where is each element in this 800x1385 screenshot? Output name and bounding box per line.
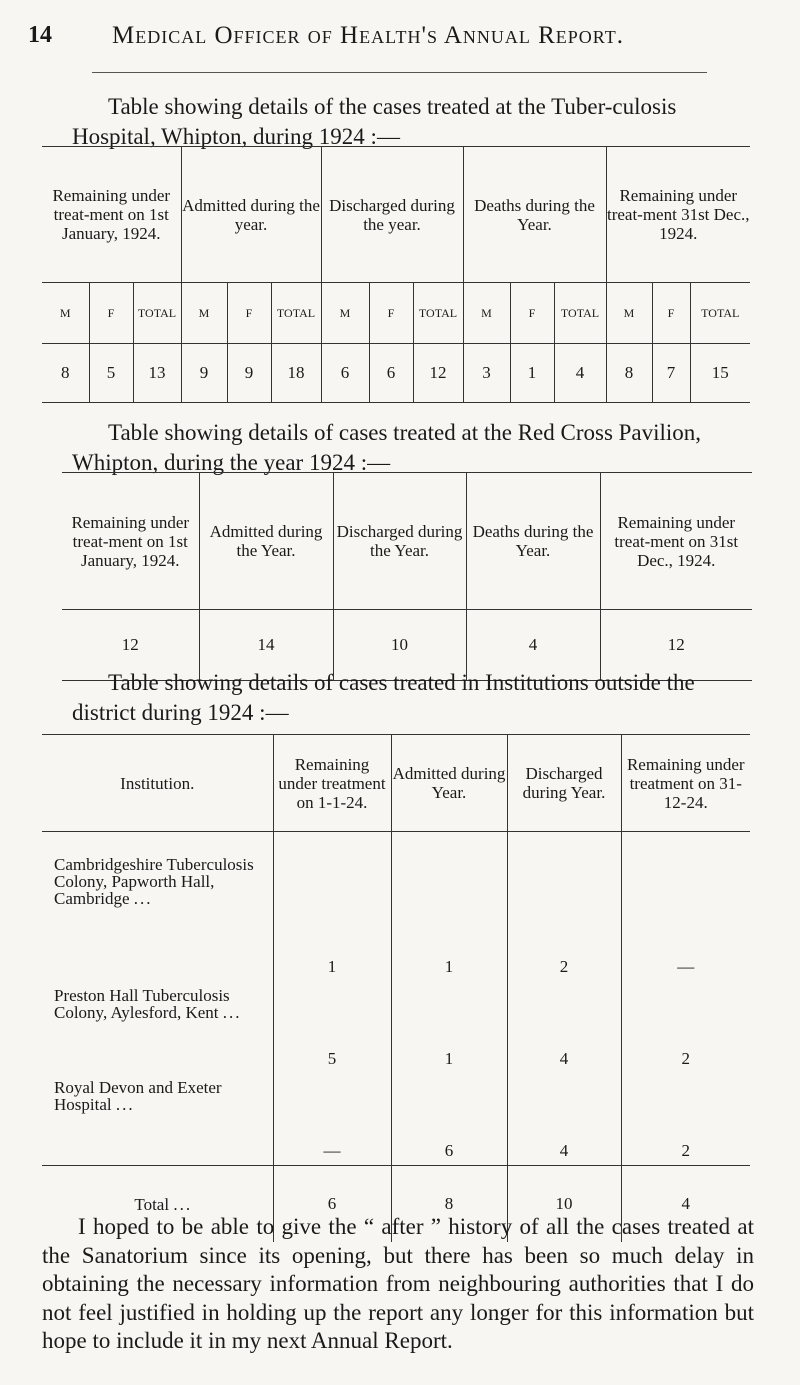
institution-name: Cambridgeshire Tuberculosis Colony, Papworth Hall, Cambridge ...: [42, 832, 273, 982]
value-cell: 4: [507, 1073, 621, 1166]
col-remaining-end: Remaining under treatment on 31-12-24.: [621, 735, 750, 832]
total-cell: 6: [273, 1166, 391, 1243]
institution-name: Royal Devon and Exeter Hospital ...: [42, 1073, 273, 1166]
col-discharged: Discharged during the Year.: [333, 473, 466, 610]
value-cell: 6: [321, 344, 369, 403]
sub-total: TOTAL: [133, 283, 181, 344]
value-cell: 1: [273, 832, 391, 982]
sub-m: M: [606, 283, 652, 344]
value-cell: 4: [507, 981, 621, 1073]
value-cell: 7: [652, 344, 690, 403]
col-admitted: Admitted during Year.: [391, 735, 507, 832]
col-remaining-end: Remaining under treat-ment 31st Dec., 1924.: [606, 147, 750, 283]
header-rule: [92, 72, 707, 73]
table1-caption: Table showing details of the cases treated at the Tuber-culosis Hospital, Whipton, during 1924 :—: [72, 94, 677, 149]
value-cell: 1: [391, 981, 507, 1073]
sub-m: M: [181, 283, 227, 344]
col-admitted: Admitted during the year.: [181, 147, 321, 283]
col-discharged: Discharged during the year.: [321, 147, 463, 283]
table-row: [42, 981, 750, 1073]
col-institution: Institution.: [42, 735, 273, 832]
sub-m: M: [463, 283, 510, 344]
col-deaths: Deaths during the Year.: [463, 147, 606, 283]
value-cell: 15: [711, 363, 729, 382]
table1-values-row: [42, 344, 750, 403]
col-deaths: Deaths during the Year.: [466, 473, 600, 610]
sub-m: M: [42, 283, 89, 344]
tuberculosis-hospital-table: [42, 146, 750, 403]
total-label: Total ...: [42, 1166, 273, 1243]
institution-name: Preston Hall Tuberculosis Colony, Aylesford, Kent ...: [42, 981, 273, 1073]
col-remaining-end: Remaining under treat-ment on 31st Dec., 1924.: [600, 473, 752, 610]
value-cell: —: [677, 957, 695, 976]
table-row: [42, 832, 750, 982]
value-cell: 4: [554, 344, 606, 403]
sub-f: F: [227, 283, 271, 344]
sub-total: TOTAL: [554, 283, 606, 344]
value-cell: 2: [507, 832, 621, 982]
col-remaining-start: Remaining under treatment on 1-1-24.: [273, 735, 391, 832]
value-cell: 9: [181, 344, 227, 403]
table-row: [42, 1073, 750, 1166]
sub-total: TOTAL: [271, 283, 321, 344]
running-header: [28, 22, 788, 52]
sub-f: F: [369, 283, 413, 344]
value-cell: 1: [391, 832, 507, 982]
sub-m: M: [321, 283, 369, 344]
value-cell: 5: [89, 344, 133, 403]
value-cell: 12: [413, 344, 463, 403]
running-title: Medical Officer of Health's Annual Report.: [112, 22, 624, 49]
value-cell: 1: [510, 344, 554, 403]
value-cell: 6: [391, 1073, 507, 1166]
outside-institutions-table: [42, 734, 750, 1242]
total-cell: 10: [507, 1166, 621, 1243]
closing-paragraph: I hoped to be able to give the “ after ” history of all the cases treated at the Sanatorium since its opening, but there has been so much delay in obtaining the necessary information from neighbouring authorities that I do not feel justified in holding up the report any longer for this information but hope to include it in my next Annual Report.: [42, 1214, 754, 1353]
value-cell: 13: [133, 344, 181, 403]
col-remaining-start: Remaining under treat-ment on 1st January, 1924.: [42, 147, 181, 283]
table3-header-row: [42, 735, 750, 832]
value-cell: 14: [199, 610, 333, 681]
value-cell: 8: [606, 344, 652, 403]
col-admitted: Admitted during the Year.: [199, 473, 333, 610]
value-cell: 10: [333, 610, 466, 681]
value-cell: 2: [681, 1141, 690, 1160]
sub-f: F: [652, 283, 690, 344]
table2-caption: Table showing details of cases treated at the Red Cross Pavilion, Whipton, during the year 1924 :—: [72, 420, 702, 475]
sub-f: F: [89, 283, 133, 344]
sub-total: TOTAL: [690, 283, 750, 344]
value-cell: 12: [62, 610, 199, 681]
value-cell: 2: [681, 1049, 690, 1068]
col-remaining-start: Remaining under treat-ment on 1st January, 1924.: [62, 473, 199, 610]
red-cross-pavilion-table: [62, 472, 752, 681]
sub-total: TOTAL: [413, 283, 463, 344]
value-cell: 5: [273, 981, 391, 1073]
table1-subheader-row: [42, 283, 750, 344]
value-cell: 6: [369, 344, 413, 403]
table3-caption: Table showing details of cases treated in Institutions outside the district during 1924 :—: [72, 670, 695, 725]
value-cell: 9: [227, 344, 271, 403]
value-cell: 12: [667, 635, 685, 654]
value-cell: 3: [463, 344, 510, 403]
table2-header-row: [62, 473, 752, 610]
col-discharged: Discharged during Year.: [507, 735, 621, 832]
page-number: 14: [28, 22, 52, 48]
value-cell: 8: [42, 344, 89, 403]
value-cell: —: [273, 1073, 391, 1166]
value-cell: 18: [271, 344, 321, 403]
total-cell: 4: [621, 1166, 750, 1243]
total-cell: 8: [391, 1166, 507, 1243]
value-cell: 4: [466, 610, 600, 681]
table1-header-row: [42, 147, 750, 283]
sub-f: F: [510, 283, 554, 344]
